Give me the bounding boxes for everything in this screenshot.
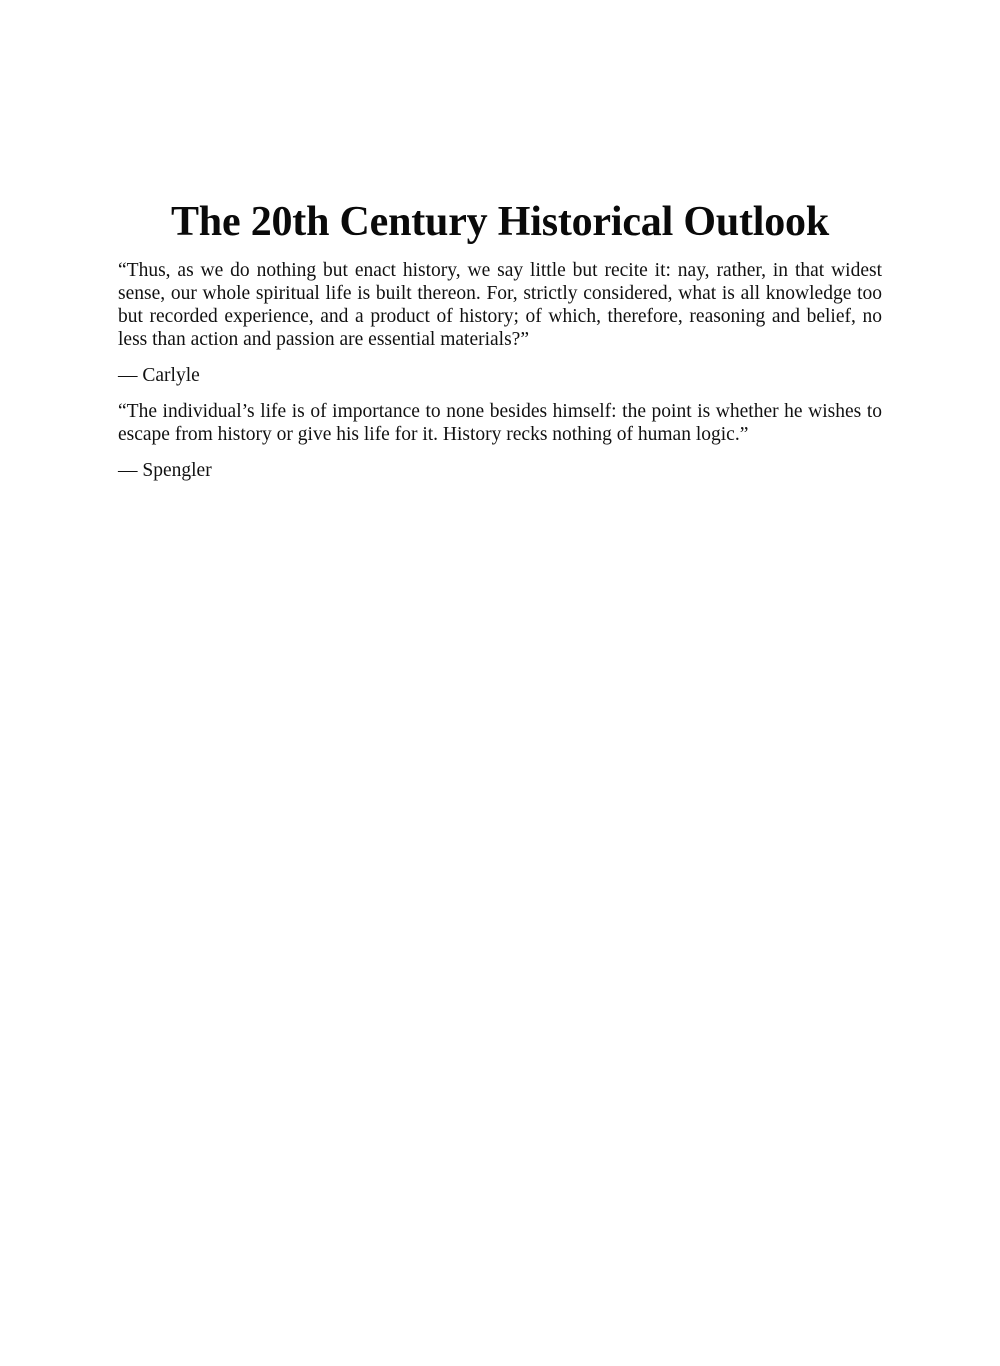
quote-spengler: “The individual’s life is of importance to none besides himself: the point is whether he wishes to escape from history or give his life for it. History recks nothing of human logic.” bbox=[118, 401, 882, 445]
attribution-carlyle: — Carlyle bbox=[118, 365, 200, 386]
quote-carlyle: “Thus, as we do nothing but enact history, we say little but recite it: nay, rather, in that widest sense, our whole spiritual life is built thereon. For, strictly considered, what is all knowledge too but recorded experience, and a product of history; of which, therefore, reasoning and belief, no less than action and passion are essential materials?” bbox=[118, 260, 882, 350]
document-page bbox=[118, 196, 882, 482]
attribution-spengler: — Spengler bbox=[118, 460, 212, 481]
page-title: The 20th Century Historical Outlook bbox=[170, 199, 829, 245]
